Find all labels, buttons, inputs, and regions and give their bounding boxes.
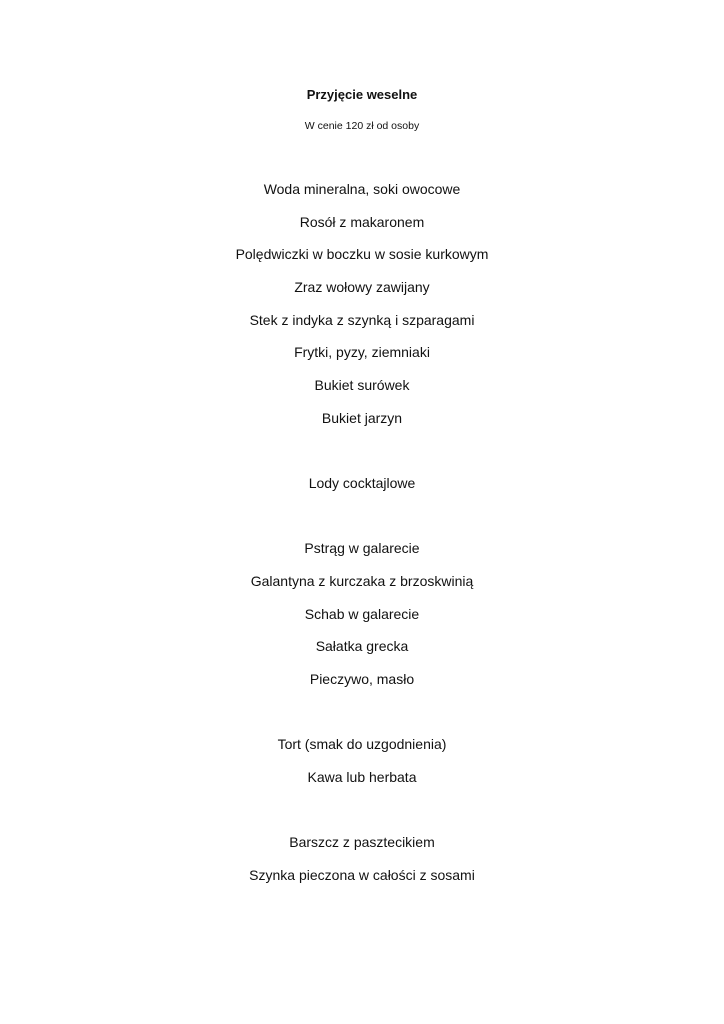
menu-item: Szynka pieczona w całości z sosami [249,867,475,883]
document-subtitle: W cenie 120 zł od osoby [304,120,420,132]
menu-item: Lody cocktajlowe [308,475,416,491]
menu-item: Schab w galarecie [304,606,420,622]
menu-item: Barszcz z pasztecikiem [289,834,435,850]
menu-item: Tort (smak do uzgodnienia) [277,736,447,752]
menu-item: Pstrąg w galarecie [304,540,420,556]
menu-item: Galantyna z kurczaka z brzoskwinią [250,573,474,589]
menu-item: Polędwiczki w boczku w sosie kurkowym [235,246,489,262]
menu-item: Stek z indyka z szynką i szparagami [249,312,475,328]
menu-item: Sałatka grecka [315,638,409,654]
menu-item: Kawa lub herbata [307,769,417,785]
menu-item: Zraz wołowy zawijany [294,279,430,295]
menu-item: Pieczywo, masło [309,671,415,687]
menu-item: Frytki, pyzy, ziemniaki [294,344,430,360]
document-title: Przyjęcie weselne [306,87,418,102]
menu-item: Bukiet surówek [314,377,410,393]
menu-item: Rosół z makaronem [299,214,425,230]
menu-item: Bukiet jarzyn [321,410,403,426]
menu-item: Woda mineralna, soki owocowe [263,181,461,197]
